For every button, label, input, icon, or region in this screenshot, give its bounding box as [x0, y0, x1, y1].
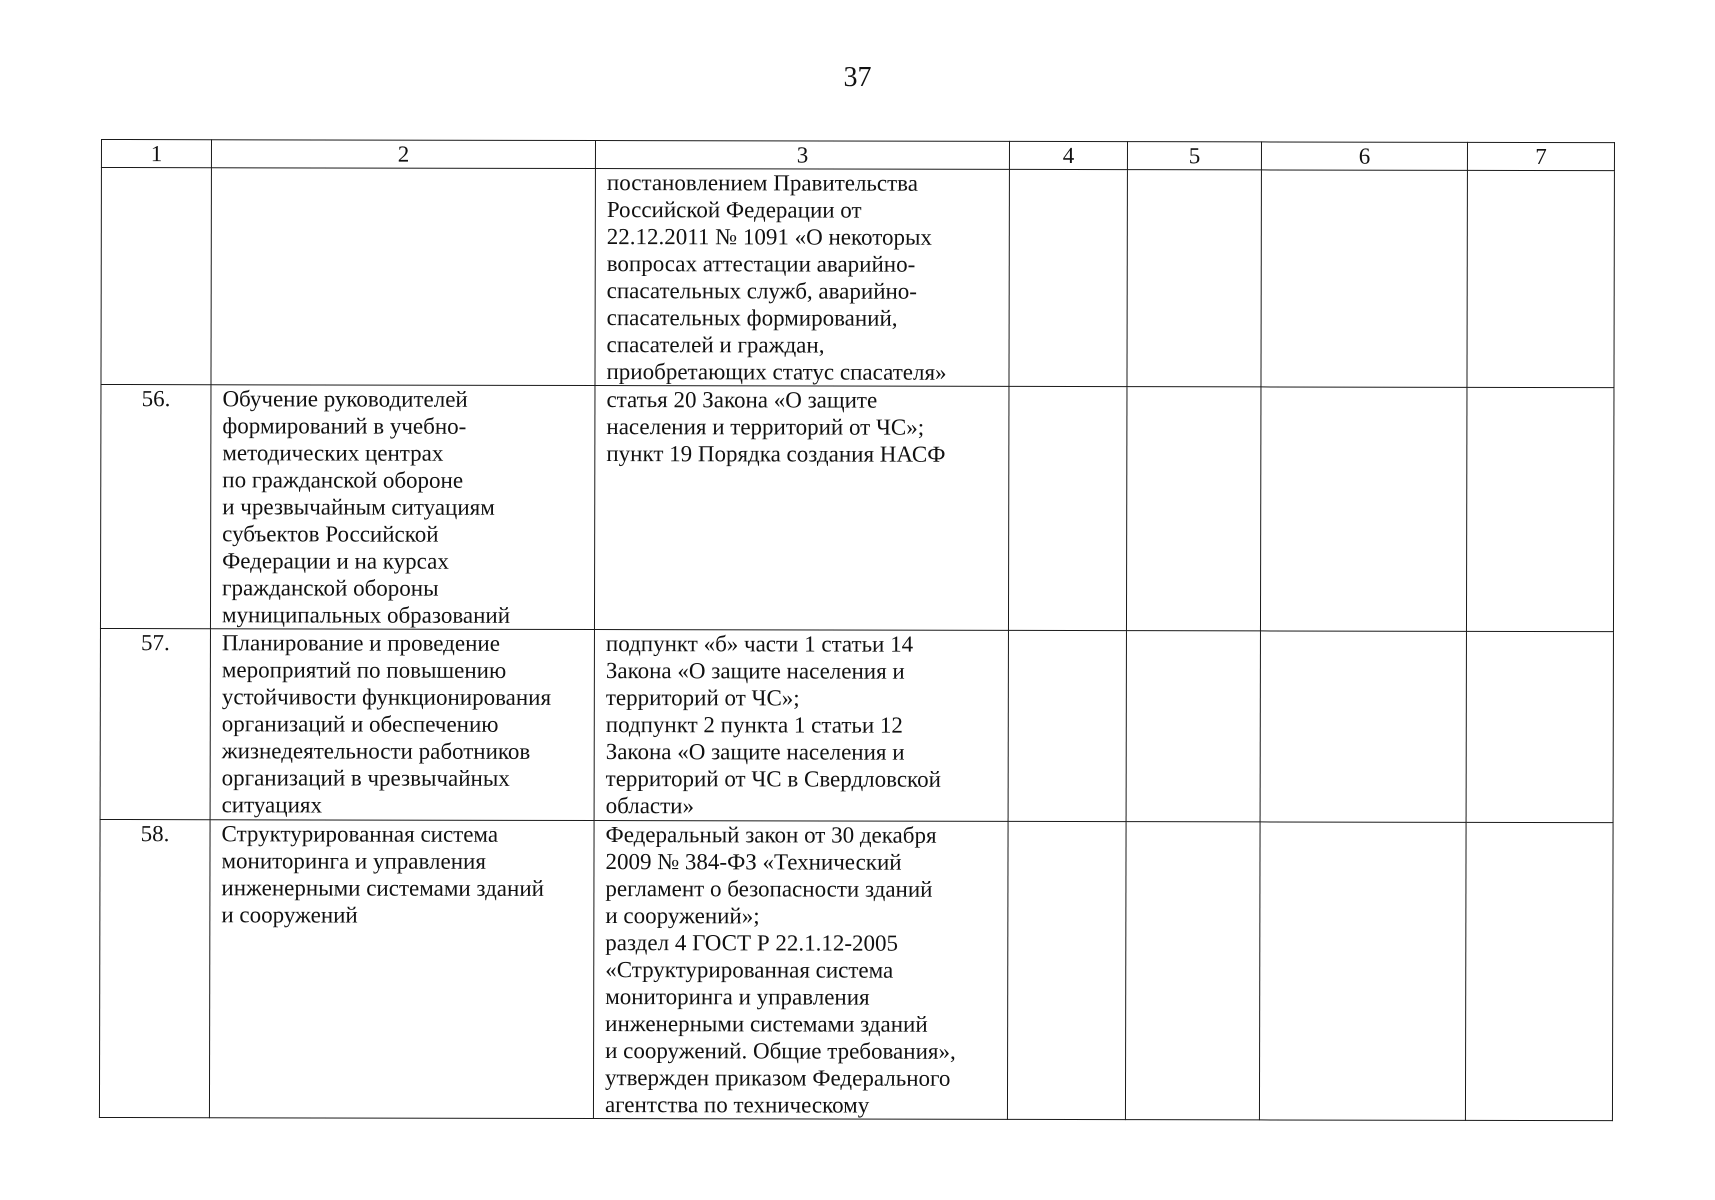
row-number-cell	[101, 168, 211, 385]
column-6-cell	[1259, 822, 1466, 1120]
page-number: 37	[843, 62, 872, 93]
activity-text: Планирование и проведение мероприятий по повышению устойчивости функционирования организаций и обеспечению жизнедеятельности работников организаций в чрезвычайных ситуациях	[221, 630, 552, 818]
column-5-cell	[1127, 170, 1261, 387]
column-7-cell	[1466, 387, 1614, 631]
row-number: 56.	[141, 386, 171, 412]
table-row	[101, 168, 1614, 388]
column-6-cell	[1260, 631, 1466, 822]
legal-basis-cell	[595, 169, 1009, 387]
legal-basis-cell	[593, 821, 1008, 1120]
legal-basis-text: постановлением Правительства Российской Федерации от 22.12.2011 № 1091 «О некоторых вопросах аттестации аварийно- спасательных служб, аварийно- спасательных формирований, спасателей и граждан, приобретающих статус спасателя»	[606, 170, 947, 385]
row-number-cell	[100, 385, 211, 629]
column-6-cell	[1260, 387, 1467, 631]
row-number-cell	[99, 819, 210, 1117]
table-row	[100, 385, 1614, 632]
column-7-cell	[1465, 822, 1613, 1120]
column-4-cell	[1009, 169, 1127, 386]
column-header-7: 7	[1467, 142, 1614, 170]
document-table	[99, 139, 1615, 1121]
column-7-cell	[1466, 631, 1613, 822]
column-5-cell	[1125, 822, 1260, 1120]
row-number-cell	[100, 629, 210, 820]
legal-basis-text: подпункт «б» части 1 статьи 14 Закона «О защите населения и территорий от ЧС»; подпункт 2 пункта 1 статьи 12 Закона «О защите населения и территорий от ЧС в Свердловской области»	[605, 631, 941, 819]
activity-cell	[211, 168, 595, 386]
legal-basis-text: Федеральный закон от 30 декабря 2009 № 384-ФЗ «Технический регламент о безопасности зданий и сооружений»; раздел 4 ГОСТ Р 22.1.12-2005 «Структурированная система мониторинга и управления инженерными системами зданий и сооружений. Общие требования», утвержден приказом Федерального агентства по техническому	[604, 822, 956, 1118]
activity-text: Обучение руководителей формирований в учебно- методических центрах по гражданской обороне и чрезвычайным ситуациям субъектов Российской Федерации и на курсах гражданской обороны муниципальных образований	[221, 386, 511, 628]
column-header-5: 5	[1127, 142, 1261, 170]
table-row	[99, 819, 1613, 1120]
column-header-4: 4	[1009, 141, 1127, 169]
activity-cell	[209, 820, 594, 1119]
header-row	[101, 140, 1614, 171]
row-number: 58.	[140, 821, 170, 847]
column-header-1: 1	[101, 140, 211, 168]
legal-basis-cell	[594, 386, 1009, 631]
legal-basis-text: статья 20 Закона «О защите населения и территорий от ЧС»; пункт 19 Порядка создания НАСФ	[606, 387, 946, 467]
activity-cell	[210, 385, 595, 630]
activity-cell	[210, 629, 594, 821]
row-number: 57.	[141, 630, 170, 656]
column-6-cell	[1261, 170, 1467, 387]
legal-basis-cell	[594, 630, 1008, 822]
activity-text: Структурированная система мониторинга и управления инженерными системами зданий и сооружений	[221, 821, 544, 928]
activity-text	[223, 168, 589, 169]
column-header-3: 3	[595, 141, 1009, 170]
column-5-cell	[1126, 631, 1260, 822]
column-4-cell	[1008, 630, 1126, 821]
column-header-6: 6	[1261, 142, 1467, 170]
column-5-cell	[1126, 387, 1261, 631]
table-row	[100, 629, 1613, 823]
column-header-2: 2	[211, 140, 595, 169]
column-4-cell	[1007, 821, 1126, 1119]
column-7-cell	[1467, 170, 1614, 387]
column-4-cell	[1008, 386, 1127, 630]
